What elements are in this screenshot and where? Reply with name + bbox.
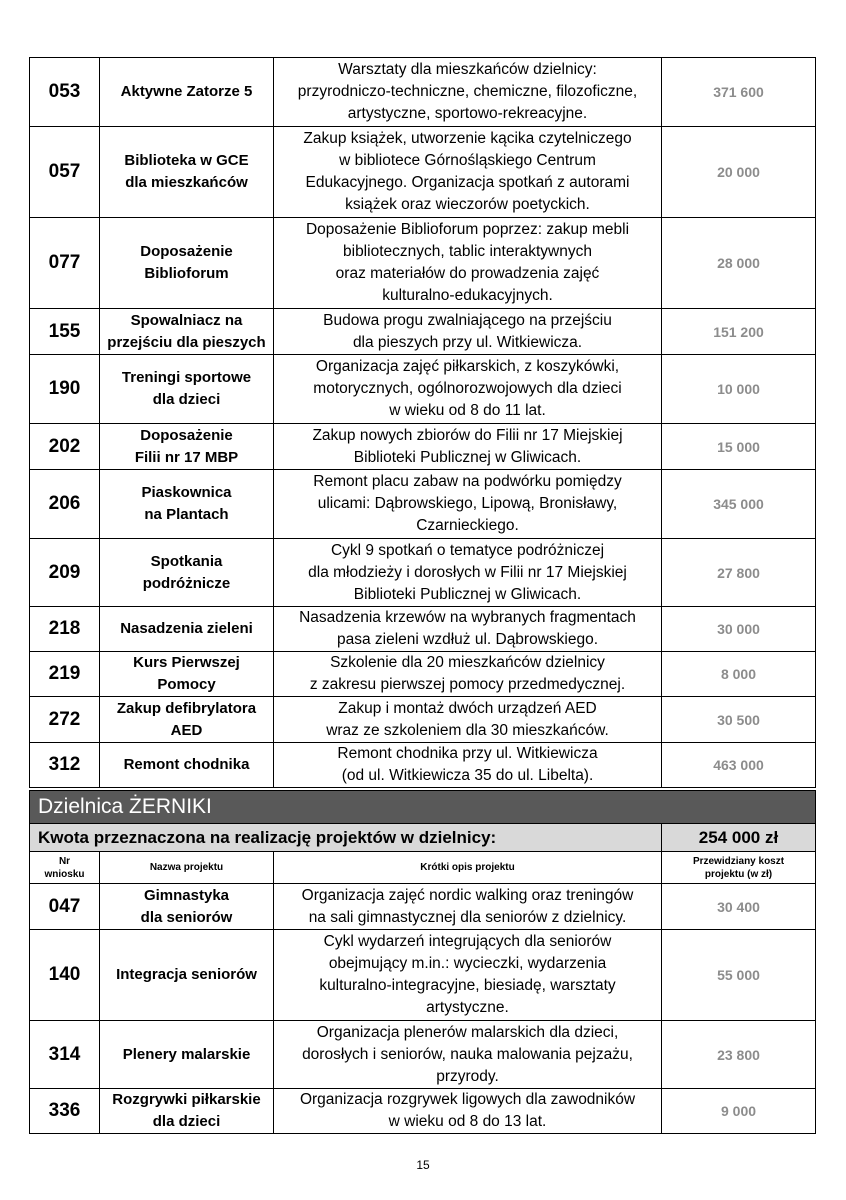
table-row	[30, 930, 816, 1021]
district-header-row	[30, 791, 816, 824]
project-name-line: Biblioforum	[144, 265, 229, 282]
project-name-line: Plenery malarskie	[122, 1045, 251, 1063]
project-cost: 20 000	[662, 127, 816, 218]
budget-label: Kwota przeznaczona na realizację projektów w dzielnicy:	[30, 824, 662, 852]
column-header-row	[30, 852, 816, 884]
project-name	[100, 355, 274, 424]
project-name-line: podróżnicze	[142, 574, 231, 592]
budget-row	[30, 824, 816, 852]
project-name	[100, 424, 274, 470]
table-row	[30, 1089, 816, 1134]
budget-value: 254 000 zł	[662, 824, 816, 852]
project-name	[100, 652, 274, 697]
project-name	[100, 539, 274, 607]
project-name	[100, 930, 274, 1021]
project-description-line: wraz ze szkoleniem dla 30 mieszkańców.	[326, 721, 609, 739]
table-row	[30, 127, 816, 218]
header-nr-line: wniosku	[44, 868, 85, 880]
projects-table-body	[30, 58, 816, 788]
project-description	[274, 218, 662, 309]
project-description-line: w bibliotece Górnośląskiego Centrum	[339, 152, 596, 169]
project-number: 272	[30, 697, 100, 743]
project-name-line: Pomocy	[157, 676, 216, 693]
project-description-line: na sali gimnastycznej dla seniorów z dzielnicy.	[308, 908, 627, 926]
project-name	[100, 218, 274, 309]
page-number: 15	[416, 1158, 430, 1172]
project-cost: 371 600	[662, 58, 816, 127]
project-cost: 10 000	[662, 355, 816, 424]
project-name-line: Aktywne Zatorze 5	[120, 83, 253, 100]
project-number: 202	[30, 424, 100, 470]
project-description-line: Doposażenie Biblioforum poprzez: zakup mebli	[305, 221, 630, 238]
table-row	[30, 309, 816, 355]
project-name	[100, 697, 274, 743]
table-row	[30, 884, 816, 930]
project-cost: 463 000	[662, 743, 816, 788]
project-description	[274, 470, 662, 539]
project-number: 155	[30, 309, 100, 355]
project-name-line: przejściu dla pieszych	[107, 333, 266, 351]
project-description-line: Czarnieckiego.	[416, 517, 519, 534]
project-cost: 15 000	[662, 424, 816, 470]
table-row	[30, 355, 816, 424]
project-name-line: dla dzieci	[152, 1113, 221, 1130]
project-description-line: Remont chodnika przy ul. Witkiewicza	[337, 745, 598, 762]
header-cost-line: projektu (w zł)	[704, 868, 773, 880]
project-description-line: oraz materiałów do prowadzenia zajęć	[335, 265, 600, 282]
project-description	[274, 743, 662, 788]
table-row	[30, 218, 816, 309]
project-name-line: Piaskownica	[141, 484, 232, 501]
project-description	[274, 424, 662, 470]
project-description-line: książek oraz wieczorów poetyckich.	[345, 196, 590, 213]
project-description-line: Organizacja plenerów malarskich dla dzieci,	[316, 1023, 619, 1041]
project-description-line: Organizacja zajęć nordic walking oraz treningów	[301, 886, 634, 904]
project-name	[100, 127, 274, 218]
project-description	[274, 607, 662, 652]
project-description	[274, 58, 662, 127]
project-number: 312	[30, 743, 100, 788]
project-description-line: Biblioteki Publicznej w Gliwicach.	[353, 448, 582, 466]
project-description	[274, 1089, 662, 1134]
project-name-line: Zakup defibrylatora	[116, 699, 257, 717]
project-name-line: Doposażenie	[140, 243, 233, 260]
project-cost: 151 200	[662, 309, 816, 355]
table-row	[30, 743, 816, 788]
project-number: 190	[30, 355, 100, 424]
project-description-line: artystyczne.	[426, 999, 509, 1016]
project-description	[274, 309, 662, 355]
project-description	[274, 539, 662, 607]
project-description	[274, 930, 662, 1021]
project-number: 047	[30, 884, 100, 930]
table-row	[30, 1021, 816, 1089]
project-number: 336	[30, 1089, 100, 1134]
project-cost: 28 000	[662, 218, 816, 309]
project-description-line: Zakup i montaż dwóch urządzeń AED	[338, 699, 597, 717]
project-description-line: ulicami: Dąbrowskiego, Lipową, Bronisławy,	[317, 495, 618, 512]
project-number: 140	[30, 930, 100, 1021]
project-description-line: kulturalno-edukacyjnych.	[382, 287, 553, 304]
table-row	[30, 607, 816, 652]
project-cost: 9 000	[662, 1089, 816, 1134]
project-description-line: dla młodzieży i dorosłych w Filii nr 17 Miejskiej	[308, 563, 627, 581]
project-name-line: Doposażenie	[140, 426, 233, 444]
project-name-line: Spotkania	[150, 552, 223, 570]
project-description	[274, 1021, 662, 1089]
project-name-line: Integracja seniorów	[116, 966, 257, 983]
header-nr	[30, 852, 100, 884]
project-description-line: Organizacja rozgrywek ligowych dla zawodników	[299, 1091, 636, 1108]
project-name-line: Gimnastyka	[143, 886, 230, 904]
project-name	[100, 1021, 274, 1089]
project-description-line: Zakup książek, utworzenie kącika czytelniczego	[303, 130, 632, 147]
project-description-line: Szkolenie dla 20 mieszkańców dzielnicy	[330, 654, 605, 671]
project-name-line: Treningi sportowe	[121, 369, 252, 386]
header-name: Nazwa projektu	[100, 852, 274, 884]
project-description-line: Warsztaty dla mieszkańców dzielnicy:	[338, 61, 597, 78]
table-row	[30, 697, 816, 743]
table-row	[30, 58, 816, 127]
project-description-line: Edukacyjnego. Organizacja spotkań z autorami	[305, 174, 630, 191]
project-description	[274, 355, 662, 424]
project-description-line: Cykl wydarzeń integrujących dla seniorów	[323, 933, 612, 950]
projects-table-body	[30, 791, 816, 1134]
project-number: 077	[30, 218, 100, 309]
project-cost: 8 000	[662, 652, 816, 697]
project-name-line: Biblioteka w GCE	[124, 152, 249, 169]
project-description-line: w wieku od 8 do 13 lat.	[388, 1113, 547, 1130]
project-description-line: pasa zieleni wzdłuż ul. Dąbrowskiego.	[336, 631, 599, 648]
projects-table-previous-district	[29, 57, 816, 788]
project-name-line: dla dzieci	[152, 391, 221, 408]
project-name-line: dla seniorów	[140, 908, 233, 926]
project-description	[274, 652, 662, 697]
project-description-line: Biblioteki Publicznej w Gliwicach.	[353, 585, 582, 603]
project-description-line: Nasadzenia krzewów na wybranych fragmentach	[299, 609, 636, 626]
project-name-line: Rozgrywki piłkarskie	[112, 1091, 261, 1108]
project-name-line: Kurs Pierwszej	[133, 654, 240, 671]
project-description-line: Budowa progu zwalniającego na przejściu	[323, 311, 612, 329]
project-number: 053	[30, 58, 100, 127]
project-name	[100, 309, 274, 355]
header-desc: Krótki opis projektu	[274, 852, 662, 884]
project-name-line: AED	[170, 721, 203, 739]
project-name	[100, 884, 274, 930]
project-name-line: na Plantach	[144, 506, 229, 523]
project-name	[100, 743, 274, 788]
project-name	[100, 58, 274, 127]
project-description-line: Remont placu zabaw na podwórku pomiędzy	[313, 473, 622, 490]
project-description-line: (od ul. Witkiewicza 35 do ul. Libelta).	[341, 767, 594, 784]
project-description-line: artystyczne, sportowo-rekreacyjne.	[347, 105, 588, 122]
project-cost: 55 000	[662, 930, 816, 1021]
project-description-line: bibliotecznych, tablic interaktywnych	[343, 243, 592, 260]
table-row	[30, 539, 816, 607]
project-cost: 30 400	[662, 884, 816, 930]
project-name-line: Remont chodnika	[123, 756, 250, 773]
project-description-line: przyrodniczo-techniczne, chemiczne, filozoficzne,	[297, 83, 638, 100]
project-cost: 27 800	[662, 539, 816, 607]
project-name	[100, 1089, 274, 1134]
projects-table-zerniki	[29, 790, 816, 1134]
project-number: 218	[30, 607, 100, 652]
project-number: 206	[30, 470, 100, 539]
district-title: Dzielnica ŻERNIKI	[30, 791, 816, 824]
project-description-line: z zakresu pierwszej pomocy przedmedycznej.	[309, 676, 626, 693]
project-description-line: kulturalno-integracyjne, biesiadę, warsztaty	[319, 977, 616, 994]
project-name-line: dla mieszkańców	[125, 174, 248, 191]
project-description-line: Organizacja zajęć piłkarskich, z koszykówki,	[315, 358, 620, 375]
project-description-line: motorycznych, ogólnorozwojowych dla dzieci	[313, 380, 622, 397]
project-name-line: Nasadzenia zieleni	[120, 620, 253, 637]
project-description-line: w wieku od 8 do 11 lat.	[389, 402, 546, 419]
project-name-line: Spowalniacz na	[130, 311, 243, 329]
project-number: 219	[30, 652, 100, 697]
project-description-line: Zakup nowych zbiorów do Filii nr 17 Miejskiej	[312, 426, 623, 444]
project-description	[274, 127, 662, 218]
project-number: 057	[30, 127, 100, 218]
project-description-line: przyrody.	[436, 1067, 499, 1085]
project-cost: 345 000	[662, 470, 816, 539]
project-description	[274, 697, 662, 743]
project-description	[274, 884, 662, 930]
table-row	[30, 652, 816, 697]
project-number: 209	[30, 539, 100, 607]
project-name-line: Filii nr 17 MBP	[134, 448, 239, 466]
project-description-line: obejmujący m.in.: wycieczki, wydarzenia	[328, 955, 607, 972]
project-description-line: Cykl 9 spotkań o tematyce podróżniczej	[330, 541, 605, 559]
project-cost: 30 000	[662, 607, 816, 652]
project-description-line: dorosłych i seniorów, nauka malowania pejzażu,	[302, 1045, 633, 1063]
table-row	[30, 470, 816, 539]
project-cost: 30 500	[662, 697, 816, 743]
project-name	[100, 607, 274, 652]
project-cost: 23 800	[662, 1021, 816, 1089]
project-name	[100, 470, 274, 539]
table-row	[30, 424, 816, 470]
header-nr-line: Nr	[58, 855, 71, 867]
project-description-line: dla pieszych przy ul. Witkiewicza.	[352, 333, 583, 351]
header-cost-line: Przewidziany koszt	[692, 855, 785, 867]
header-cost	[662, 852, 816, 884]
project-number: 314	[30, 1021, 100, 1089]
